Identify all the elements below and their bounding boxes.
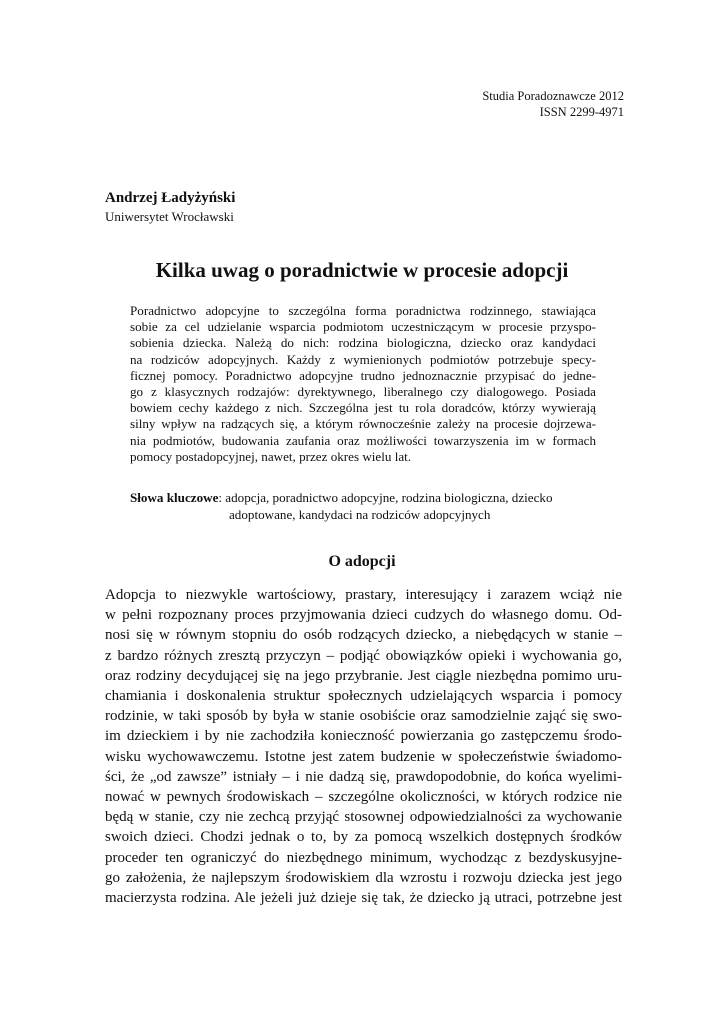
abstract-line: silny wpływ na radzących się, a którym równocześnie zależy na procesie dojrzewa-: [130, 416, 596, 432]
keywords-line-continued: adoptowane, kandydaci na rodziców adopcyjnych: [229, 507, 491, 522]
article-title: Kilka uwag o poradnictwie w procesie adopcji: [155, 258, 569, 282]
abstract: [130, 303, 596, 465]
body-line: ści, że „od zawsze” istniały – i nie dadzą się, prawdopodobnie, do końca wyelimi-: [105, 768, 622, 785]
body-text: [105, 585, 622, 908]
abstract-line: na rodziców adopcyjnych. Każdy z wymienionych podmiotów potrzebuje specy-: [130, 351, 596, 367]
body-line: chamiania i doskonalenia struktur społecznych udzielających wsparcia i pomocy: [105, 688, 622, 705]
abstract-line: ficznej pomocy. Poradnictwo adopcyjne trudno jednoznacznie przypisać do jedne-: [130, 367, 596, 383]
journal-issn: ISSN 2299-4971: [539, 105, 624, 119]
keywords-text: : adopcja, poradnictwo adopcyjne, rodzina biologiczna, dziecko: [218, 490, 553, 505]
author-block: [105, 188, 235, 226]
body-line: im dzieckiem i by nie zachodziła konieczność powierzania go zastępczemu środo-: [105, 728, 622, 745]
body-line: oraz rodziny decydującej się na jego przybranie. Jest ciągle niezbędna pomimo uru-: [105, 667, 622, 684]
abstract-line: sobie za cel udzielanie wsparcia podmiotom uczestniczącym w procesie przyspo-: [130, 319, 596, 335]
body-line: rodzinie, w taki sposób by była w stanie osobiście oraz samodzielnie zająć się swo-: [105, 708, 622, 725]
body-line: go założenia, że najlepszym środowiskiem dla wzrostu i rozwoju dziecka jest jego: [105, 869, 622, 886]
abstract-line: go z klasycznych rodzajów: dyrektywnego, liberalnego czy dialogowego. Posiada: [130, 384, 596, 400]
abstract-line: Poradnictwo adopcyjne to szczególna forma poradnictwa rodzinnego, stawiająca: [130, 303, 596, 318]
section-heading: O adopcji: [328, 553, 396, 570]
body-line: w pełni rozpoznany proces przyjmowania dzieci cudzych do własnego domu. Od-: [105, 607, 622, 624]
keywords-label: Słowa kluczowe: [130, 490, 219, 505]
body-line: z bardzo różnych zresztą przyczyn – podjąć obowiązków opieki i wychowania go,: [105, 647, 622, 664]
body-line: proceder ten ograniczyć do niezbędnego minimum, wychodząc z bezdyskusyjne-: [105, 849, 622, 866]
abstract-line: sobienia dziecka. Należą do nich: rodzina biologiczna, dziecko oraz kandydaci: [130, 335, 596, 351]
abstract-line: pomocy postadopcyjnej, nawet, przez okres wielu lat.: [130, 448, 412, 464]
body-line: Adopcja to niezwykle wartościowy, prastary, interesujący i zarazem wciąż nie: [105, 587, 622, 603]
author-affiliation: Uniwersytet Wrocławski: [105, 209, 234, 224]
journal-name: Studia Poradoznawcze 2012: [482, 89, 624, 103]
journal-info: [482, 88, 624, 120]
body-line: będą w stanie, czy nie zechcą przyjąć stosownej odpowiedzialności za wychowanie: [105, 809, 622, 826]
keywords: [130, 489, 596, 523]
abstract-line: nia podmiotów, budowania zaufania oraz możliwości towarzyszenia im w formach: [130, 432, 596, 448]
body-line: macierzysta rodzina. Ale jeżeli już dzieje się tak, że dziecko ją utraci, potrzebne jest: [105, 890, 622, 907]
keywords-line: [130, 489, 596, 506]
body-line: nować w pewnych środowiskach – szczególne okoliczności, w których rodzice nie: [105, 789, 622, 806]
body-line: swoich dzieci. Chodzi jednak o to, by za pomocą wszelkich dostępnych środków: [105, 829, 622, 846]
author-name: Andrzej Ładyżyński: [105, 190, 236, 206]
body-line: wisku wychowawczemu. Istotne jest zatem budzenie w społeczeństwie świadomo-: [105, 748, 622, 765]
body-line: nosi się w równym stopniu do osób rodzących dziecko, a niebędących w stanie –: [105, 627, 622, 644]
abstract-line: bowiem cechy każdego z nich. Szczególna jest tu rola doradców, którzy wywierają: [130, 400, 596, 416]
